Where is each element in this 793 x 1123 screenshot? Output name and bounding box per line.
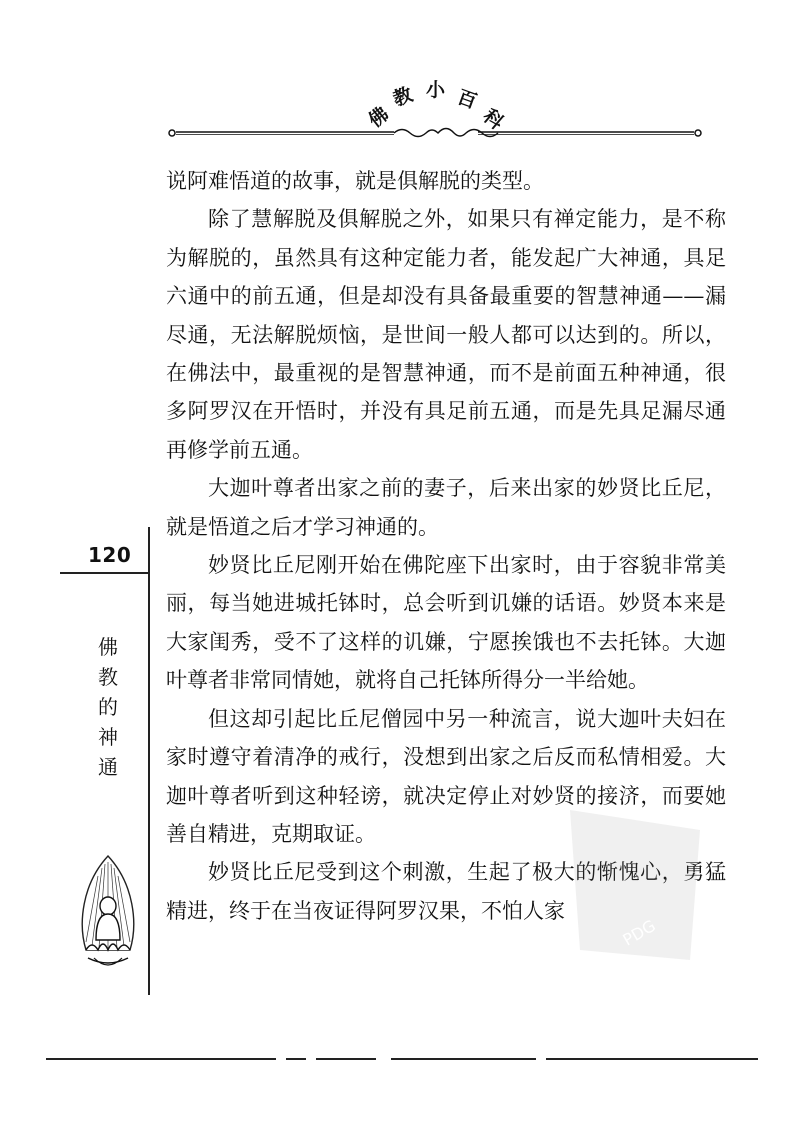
page-number-rule [60,572,150,574]
paragraph: 说阿难悟道的故事，就是俱解脱的类型。 [166,169,544,193]
book-title-char: 佛 [98,635,118,659]
paragraph: 妙贤比丘尼刚开始在佛陀座下出家时，由于容貌非常美丽，每当她进城托钵时，总会听到讥嫌的话语。妙贤本来是大家闺秀，受不了这样的讥嫌，宁愿挨饿也不去托钵。大迦叶尊者非常同情她，就将自己托钵所得分一半给她。 [166,553,726,693]
series-title-char: 小 [426,79,446,101]
scan-watermark [560,800,710,970]
book-title-char: 的 [98,695,118,719]
series-title-char: 百 [454,86,480,114]
book-title-char: 教 [98,665,118,689]
seated-buddha-icon [72,854,144,974]
series-title-char: 教 [390,83,416,111]
book-title-char: 通 [98,755,118,779]
paragraph: 妙贤比丘尼受到这个刺激，生起了极大的惭愧心，勇猛精进，终于在当夜证得阿罗汉果，不怕人家 [166,860,726,923]
book-title-vertical [93,632,123,782]
margin-vertical-rule [148,527,150,995]
series-title-char: 科 [478,104,508,135]
page-number: 120 [88,543,132,567]
header-ornament-rule [168,126,702,140]
footer-rule [46,1056,758,1062]
series-title-char: 佛 [364,102,394,132]
paragraph: 但这却引起比丘尼僧园中另一种流言，说大迦叶夫妇在家时遵守着清净的戒行，没想到出家之后反而私情相爱。大迦叶尊者听到这种轻谤，就决定停止对妙贤的接济，而要她善自精进，克期取证。 [166,706,726,846]
book-title-char: 神 [98,725,118,749]
paragraph: 除了慧解脱及俱解脱之外，如果只有禅定能力，是不称为解脱的，虽然具有这种定能力者，能发起广大神通，具足六通中的前五通，但是却没有具备最重要的智慧神通——漏尽通，无法解脱烦恼，是世间一般人都可以达到的。所以，在佛法中，最重视的是智慧神通，而不是前面五种神通，很多阿罗汉在开悟时，并没有具足前五通，而是先具足漏尽通再修学前五通。 [166,207,726,462]
paragraph: 大迦叶尊者出家之前的妻子，后来出家的妙贤比丘尼，就是悟道之后才学习神通的。 [166,476,726,539]
watermark-text: PDG [619,915,659,950]
